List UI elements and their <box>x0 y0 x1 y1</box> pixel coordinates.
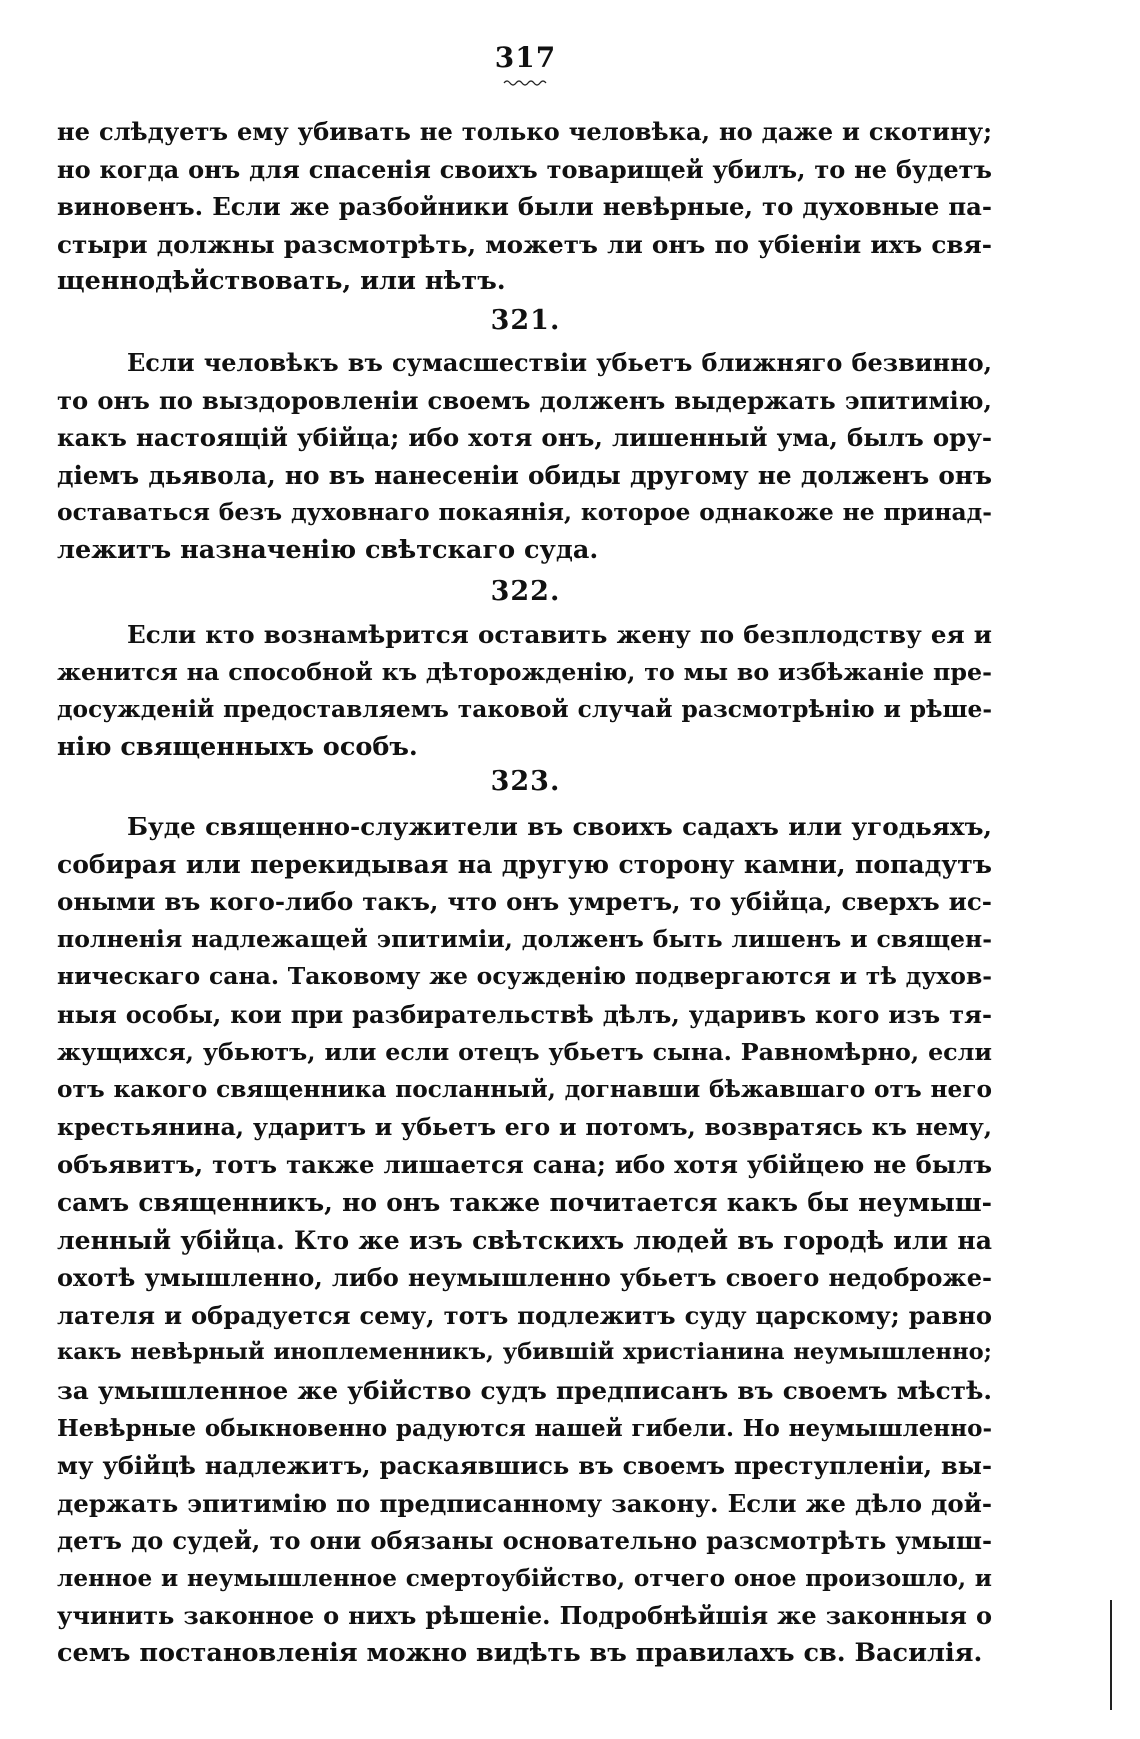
page-number: 317 <box>494 41 557 74</box>
text-line: учинить законное о нихъ рѣшеніе. Подробнѣйшія же законныя о <box>57 1601 992 1631</box>
text-line: Невѣрные обыкновенно радуются нашей гибели. Но неумышленно- <box>57 1414 992 1442</box>
section-322-paragraph <box>57 616 992 766</box>
text-line: отъ какого священника посланный, догнавши бѣжавшаго отъ него <box>57 1076 992 1104</box>
text-line: стыри должны разсмотрѣть, можетъ ли онъ по убіеніи ихъ свя- <box>57 229 992 259</box>
text-line: охотѣ умышленно, либо неумышленно убьетъ своего недоброже- <box>57 1263 992 1293</box>
text-line: досужденій предоставляемъ таковой случай разсмотрѣнію и рѣше- <box>57 696 992 724</box>
text-line: самъ священникъ, но онъ также почитается какъ бы неумыш- <box>57 1187 992 1217</box>
section-323-paragraph <box>57 808 992 1673</box>
text-line: то онъ по выздоровленіи своемъ долженъ выдержать эпитимію, <box>57 385 992 415</box>
text-line: Если кто вознамѣрится оставить жену по безплодству ея и <box>127 620 992 649</box>
text-line: ныя особы, кои при разбирательствѣ дѣлъ, ударивъ кого изъ тя- <box>57 999 992 1029</box>
text-line: детъ до судей, то они обязаны основательно разсмотрѣть умыш- <box>57 1526 992 1556</box>
text-line: не слѣдуетъ ему убивать не только человѣка, но даже и скотину; <box>57 117 992 146</box>
text-line: собирая или перекидывая на другую сторону камни, попадутъ <box>57 848 992 879</box>
text-line: лателя и обрадуется сему, тотъ подлежитъ суду царскому; равно <box>57 1300 992 1330</box>
section-number-322: 322. <box>490 576 561 607</box>
section-number-321: 321. <box>490 305 561 336</box>
section-321-paragraph <box>57 344 992 570</box>
text-line: какъ настоящій убійца; ибо хотя онъ, лишенный ума, былъ ору- <box>57 423 992 453</box>
text-line: діемъ дьявола, но въ нанесеніи обиды другому не долженъ онъ <box>57 460 992 490</box>
text-line: лежитъ назначенію свѣтскаго суда. <box>57 534 599 565</box>
text-line: какъ невѣрный иноплеменникъ, убившій христіанина неумышленно; <box>57 1339 992 1366</box>
text-line: оными въ кого-либо такъ, что онъ умретъ, то убійца, сверхъ ис- <box>57 887 992 917</box>
page-number-underline-ornament <box>503 78 549 88</box>
text-line: оставаться безъ духовнаго покаянія, которое однакоже не принад- <box>57 498 992 527</box>
text-line: Если человѣкъ въ сумасшествіи убьетъ ближняго безвинно, <box>127 348 992 377</box>
text-line: щеннодѣйствовать, или нѣтъ. <box>57 266 506 297</box>
text-line: женится на способной къ дѣторожденію, то мы во избѣжаніе пре- <box>57 657 992 686</box>
text-line: ленный убійца. Кто же изъ свѣтскихъ людей въ городѣ или на <box>57 1224 992 1255</box>
text-line: но когда онъ для спасенія своихъ товарищей убилъ, то не будетъ <box>57 154 992 184</box>
text-line: за умышленное же убійство судъ предписанъ въ своемъ мѣстѣ. <box>57 1375 992 1405</box>
section-number-323: 323. <box>490 766 561 797</box>
intro-paragraph <box>57 113 992 301</box>
text-line: Буде священно-служители въ своихъ садахъ или угодьяхъ, <box>127 812 992 841</box>
text-line: жущихся, убьютъ, или если отецъ убьетъ сына. Равномѣрно, если <box>57 1037 992 1066</box>
text-line: полненія надлежащей эпитиміи, долженъ быть лишенъ и священ- <box>57 924 992 953</box>
text-line: семъ постановленія можно видѣть въ правилахъ св. Василія. <box>57 1638 983 1669</box>
text-line: держать эпитимію по предписанному закону. Если же дѣло дой- <box>57 1488 992 1518</box>
text-line: нію священныхъ особъ. <box>57 731 418 762</box>
text-line: крестьянина, ударитъ и убьетъ его и потомъ, возвратясь къ нему, <box>57 1112 992 1141</box>
text-line: объявитъ, тотъ также лишается сана; ибо хотя убійцею не былъ <box>57 1150 992 1180</box>
scan-edge-mark <box>1110 1600 1112 1710</box>
text-line: ленное и неумышленное смертоубійство, отчего оное произошло, и <box>57 1564 992 1592</box>
text-line: му убійцѣ надлежитъ, раскаявшись въ своемъ преступленіи, вы- <box>57 1451 992 1481</box>
text-line: виновенъ. Если же разбойники были невѣрные, то духовные па- <box>57 192 992 222</box>
text-line: ническаго сана. Таковому же осужденію подвергаются и тѣ духов- <box>57 962 992 991</box>
